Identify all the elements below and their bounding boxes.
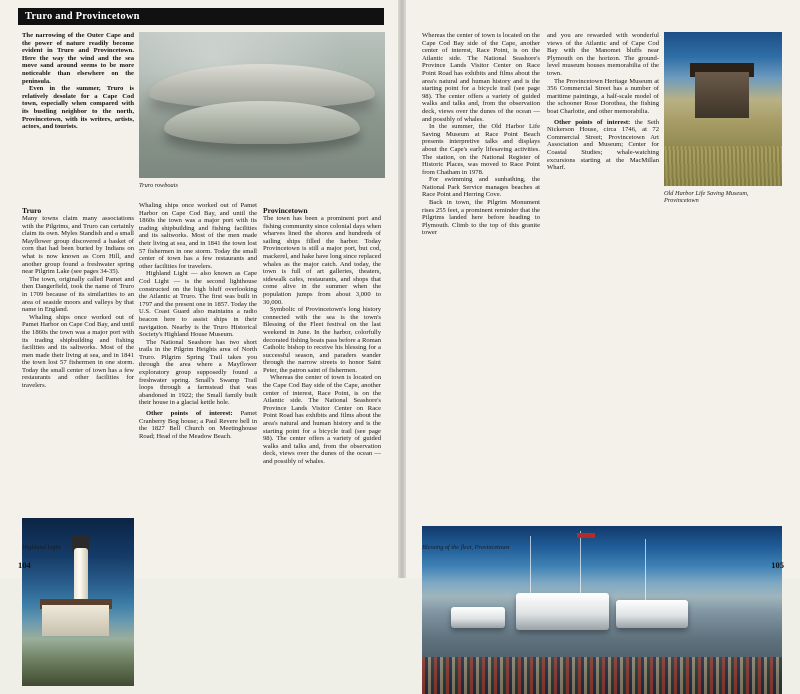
truro-paragraph-3a: Whaling ships once worked out of Pamet Harbor on Cape Cod Bay, and until the 1860s the town was a major port with its trading shipbuilding and fishing facilities and its saltworks. Most of the men made their living at sea, and in 1841 the town lost 57 fishermen in one storm. Today the small center of town has a few restaurants and other facilities for travelers. (22, 313, 134, 390)
provincetown-paragraph-5: For swimming and sunbathing, the National Park Service manages beaches at Race Point and Herring Cove. (422, 176, 540, 199)
caption-old-harbor: Old Harbor Life Saving Museum, Provincetown (664, 190, 749, 205)
intro-paragraph-1: The narrowing of the Outer Cape and the power of nature readily become evident in Truro and Provincetown. Here the way the wind and the sea move sand around seems to be more noticeable than elsewhere on the peninsula. (22, 32, 134, 85)
right-other-points-text: the Seth Nickerson House, circa 1746, at 72 Commercial Street; Provincetown Art Association and Museum; Center for Coastal Studies; whale-watching excursions starting at the MacMillan Wharf. (547, 118, 660, 172)
truro-paragraph-3b: Whaling ships once worked out of Pamet Harbor on Cape Cod Bay, and until the 1860s the town was a major port with its trading shipbuilding and fishing facilities and its saltworks. Most of the men made their living at sea, and in 1841 the town lost 57 fishermen in one storm. Today the small center of town has a few restaurants and other facilities for travelers. (139, 202, 257, 270)
provincetown-column-2 (422, 32, 540, 237)
right-other-points (547, 119, 659, 172)
museum-building (695, 72, 749, 118)
photo-old-harbor-life-saving-museum (664, 32, 782, 186)
fishing-boat-3 (451, 607, 505, 629)
truro-section (22, 202, 134, 390)
photo-truro-rowboats (139, 32, 385, 178)
flag-red (577, 533, 595, 538)
provincetown-column-1 (263, 202, 381, 466)
folio-left: 104 (18, 560, 31, 570)
truro-paragraph-2: The town, originally called Pamet and then Dangerfield, took the name of Truro in 1709 because of its similarities to an area of seaside moors and valleys by that name in England. (22, 275, 134, 314)
harbor-crowd (422, 657, 782, 694)
folio-right: 105 (771, 560, 784, 570)
caption-truro-rowboats: Truro rowboats (139, 182, 178, 189)
truro-paragraph-1: Many towns claim many associations with the Pilgrims, and Truro can certainly claim its own. Myles Standish and a small Mayflower group discovered a basket of corn that had been buried by Indians on what is now known as Corn Hill, and another group found a freshwater spring near Pilgrim Lake (see pages 34-35). (22, 215, 134, 276)
right-paragraph-1: and you are rewarded with wonderful views of the Atlantic and of Cape Cod Bay with the Manomet bluffs near Plymouth on the horizon. The ground-level museum houses memorabilia of the town. (547, 32, 659, 77)
provincetown-column-3 (547, 32, 659, 172)
provincetown-paragraph-4: In the summer, the Old Harbor Life Saving Museum at Race Point Beach presents interpretive talks and displays about the Cape's early lifesaving activities. The station, on the National Register of Historic Places, was moved to Race Point from Chatham in 1978. (422, 123, 540, 176)
other-points-heading: Other points of interest: (146, 410, 233, 418)
truro-paragraph-5: The National Seashore has two short trails in the Pilgrim Heights area of North Truro. Pilgrim Spring Trail takes you through the area where a Mayflower exploratory group supposedly found a freshwater spring. Small's Swamp Trail loops through a farmstead that was abandoned in 1922; the Small family built their house in a glacial kettle hole. (139, 338, 257, 407)
intro-paragraph-2: Even in the summer, Truro is relatively desolate for a Cape Cod town, especially when compared with its bustling neighbor to the north, Provincetown, with its writers, artists, actors, and tourists. (22, 85, 134, 131)
truro-heading: Truro (22, 206, 42, 215)
caption-highland-light: Highland Light (22, 544, 61, 551)
truro-paragraph-4: Highland Light — also known as Cape Cod Light — is the second lighthouse constructed on the high bluff overlooking the Atlantic at Truro. The first was built in 1797 and the present one in 1857. Today the U.S. Coast Guard also maintains a radio beacon here to assist ships in their navigation. Nearby is the Truro Historical Society's Highland House Museum. (139, 270, 257, 339)
dune-grass (664, 146, 782, 186)
provincetown-paragraph-6: Back in town, the Pilgrim Monument rises 255 feet, a prominent reminder that the Pilgrims landed here before heading to Plymouth. Climb to the top of this granite tower (422, 199, 540, 237)
caption-blessing-of-the-fleet: Blessing of the fleet, Provincetown (422, 544, 510, 551)
keeper-house (42, 605, 109, 635)
truro-other-points (139, 410, 257, 440)
provincetown-paragraph-3: Whereas the center of town is located on the Cape Cod Bay side of the Cape, another center of interest, Race Point, is on the Atlantic side. The National Seashore's Province Lands Visitor Center on Race Point Road has exhibits and films about the area's natural and human history and is the starting point for a bicycle trail (see page 98). The center offers a variety of guided walks and talks and, from the observation deck, views over the dunes of the ocean — and possibly of whales. (263, 374, 381, 465)
provincetown-heading: Provincetown (263, 206, 308, 215)
intro-text (22, 32, 134, 131)
chapter-title: Truro and Provincetown (25, 11, 140, 22)
fishing-boat-2 (616, 600, 688, 629)
other-points-text: Pamet Cranberry Bog house; a Paul Revere bell in the 1827 Bell Church on Meetinghouse Road; Head of the Meadow Beach. (139, 410, 257, 440)
provincetown-paragraph-1: The town has been a prominent port and fishing community since colonial days when wharves lined the shores and hundreds of sailing ships filled the harbor. Today Provincetown is still a major port, but cod, mackerel, and hake have long since replaced whales as the major catch. And today, the town is full of art galleries, theaters, sidewalk cafes, restaurants, and shops that come alive in the summer when the population jumps from about 3,000 to 30,000. (263, 215, 381, 306)
truro-column-2 (139, 202, 257, 440)
right-paragraph-2: The Provincetown Heritage Museum at 356 Commercial Street has a number of maritime paintings, a half-scale model of the schooner Rose Dorothea, the fishing boat Charlotte, and other memorabilia. (547, 77, 659, 115)
fishing-boat-1 (516, 593, 610, 630)
provincetown-paragraph-3-cont: Whereas the center of town is located on the Cape Cod Bay side of the Cape, another center of interest, Race Point, is on the Atlantic side. The National Seashore's Province Lands Visitor Center on Race Point Road has exhibits and films about the area's natural and human history and is the starting point for a bicycle trail (see page 98). The center offers a variety of guided walks and talks and, from the observation deck, views over the dunes of the ocean — and possibly of whales. (422, 32, 540, 123)
provincetown-paragraph-2: Symbolic of Provincetown's long history connected with the sea is the town's Blessing of the Fleet festival on the last weekend in June. In the harbor, colorfully decorated fishing boats pass before a Roman Catholic bishop to receive his blessing for a successful season, and paraders wander through the narrow streets to honor Saint Peter, the patron saint of fishermen. (263, 306, 381, 374)
right-page (263, 0, 800, 578)
chapter-title-bar (18, 8, 384, 25)
right-other-points-heading: Other points of interest: (554, 118, 631, 126)
